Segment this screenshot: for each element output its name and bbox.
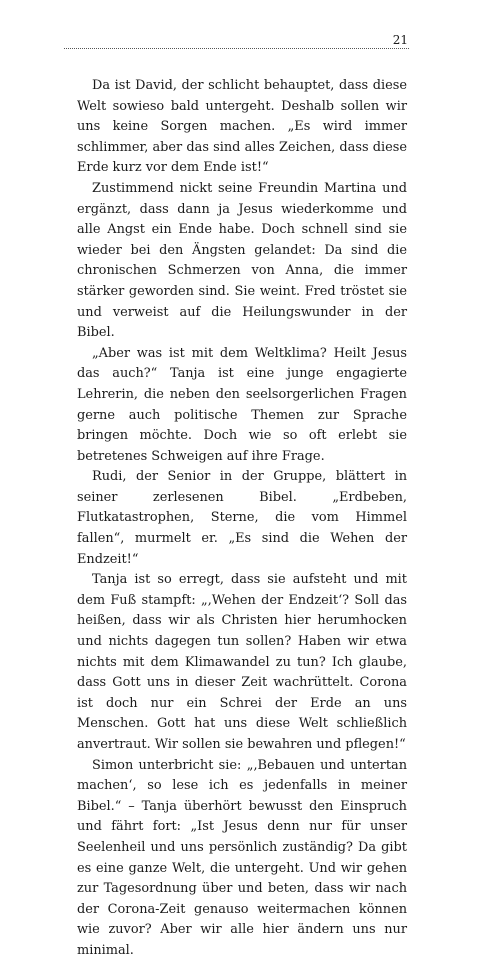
paragraph-1: Da ist David, der schlicht behauptet, dass diese Welt sowieso bald untergeht. Deshalb sollen wir uns keine Sorgen machen. „Es wird immer schlimmer, aber das sind alles Zeichen, dass diese Erde kurz vor dem Ende ist!“ [77, 78, 407, 176]
paragraph-6: Simon unterbricht sie: „‚Bebauen und untertan machen‘, so lese ich es jedenfalls in meiner Bibel.“ – Tanja überhört bewusst den Einspruch und fährt fort: „Ist Jesus denn nur für unser Seelenheil und uns persönlich zuständig? Da gibt es eine ganze Welt, die untergeht. Und wir gehen zur Tagesordnung über und beten, dass wir nach der Corona-Zeit genauso weitermachen können wie zuvor? Aber wir alle hier ändern uns nur minimal. [77, 757, 407, 958]
page-number: 21 [392, 33, 408, 47]
header-dotted-rule [64, 48, 409, 49]
body-text [77, 76, 407, 962]
paragraph-2: Zustimmend nickt seine Freundin Martina und ergänzt, dass dann ja Jesus wiederkomme und alle Angst ein Ende habe. Doch schnell sind sie wieder bei den Ängsten gelandet: Da sind die chronischen Schmerzen von Anna, die immer stärker geworden sind. Sie weint. Fred tröstet sie und verweist auf die Heilungswunder in der Bibel. [77, 180, 407, 341]
paragraph-3: „Aber was ist mit dem Weltklima? Heilt Jesus das auch?“ Tanja ist eine junge engagierte Lehrerin, die neben den seelsorgerlichen Fragen gerne auch politische Themen zur Sprache bringen möchte. Doch wie so oft erlebt sie betretenes Schweigen auf ihre Frage. [77, 345, 407, 464]
paragraph-4: Rudi, der Senior in der Gruppe, blättert in seiner zerlesenen Bibel. „Erdbeben, Flutkatastrophen, Sterne, die vom Himmel fallen“, murmelt er. „Es sind die Wehen der Endzeit!“ [77, 469, 407, 567]
paragraph-5: Tanja ist so erregt, dass sie aufsteht und mit dem Fuß stampft: „‚Wehen der Endzeit‘? Soll das heißen, dass wir als Christen hier herumhocken und nichts dagegen tun sollen? Haben wir etwa nichts mit dem Klimawandel zu tun? Ich glaube, dass Gott uns in dieser Zeit wachrüttelt. Corona ist doch nur ein Schrei der Erde an uns Menschen. Gott hat uns diese Welt schließlich anvertraut. Wir sollen sie bewahren und pflegen!“ [77, 572, 407, 752]
